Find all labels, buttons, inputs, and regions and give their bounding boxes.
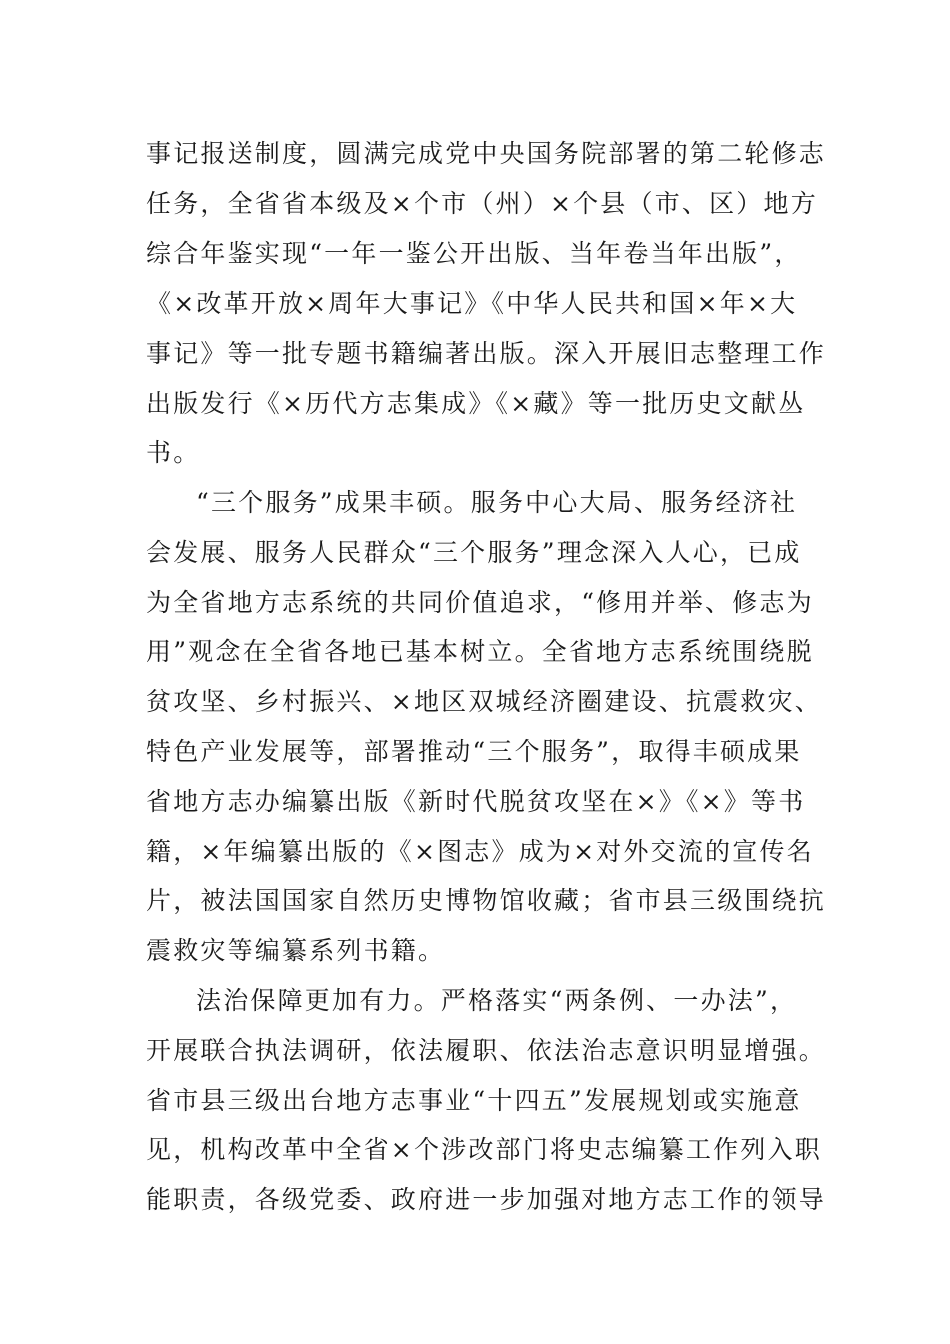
text-line: 省地方志办编纂出版《新时代脱贫攻坚在×》《×》等书 [146,787,806,816]
text-line: 籍，×年编纂出版的《×图志》成为×对外交流的宣传名 [146,837,814,866]
paragraph-first-line: “三个服务”成果丰硕。服务中心大局、服务经济社 [196,488,798,517]
text-line: 出版发行《×历代方志集成》《×藏》等一批历史文献丛 [146,389,806,418]
text-line: 书。 [146,438,201,467]
text-line: 事记》等一批专题书籍编著出版。深入开展旧志整理工作 [146,339,827,368]
text-line: 能职责，各级党委、政府进一步加强对地方志工作的领导 [146,1185,827,1214]
text-line: 会发展、服务人民群众“三个服务”理念深入人心，已成 [146,538,802,567]
text-line: 片，被法国国家自然历史博物馆收藏；省市县三级围绕抗 [146,886,827,915]
text-line: 省市县三级出台地方志事业“十四五”发展规划或实施意 [146,1086,802,1115]
text-line: 开展联合执法调研，依法履职、依法治志意识明显增强。 [146,1036,827,1065]
text-line: 震救灾等编纂系列书籍。 [146,936,446,965]
text-line: 特色产业发展等，部署推动“三个服务”，取得丰硕成果 [146,737,802,766]
text-line: 贫攻坚、乡村振兴、×地区双城经济圈建设、抗震救灾、 [146,687,822,716]
text-line: 《×改革开放×周年大事记》《中华人民共和国×年×大 [146,289,798,318]
text-line: 任务，全省省本级及×个市（州）×个县（市、区）地方 [146,189,818,218]
paragraph-first-line: 法治保障更加有力。严格落实“两条例、一办法”， [196,986,798,1015]
text-line: 事记报送制度，圆满完成党中央国务院部署的第二轮修志 [146,139,827,168]
text-line: 为全省地方志系统的共同价值追求，“修用并举、修志为 [146,588,814,617]
text-line: 综合年鉴实现“一年一鉴公开出版、当年卷当年出版”， [146,239,802,268]
text-line: 见，机构改革中全省×个涉改部门将史志编纂工作列入职 [146,1135,822,1164]
text-line: 用”观念在全省各地已基本树立。全省地方志系统围绕脱 [146,637,814,666]
